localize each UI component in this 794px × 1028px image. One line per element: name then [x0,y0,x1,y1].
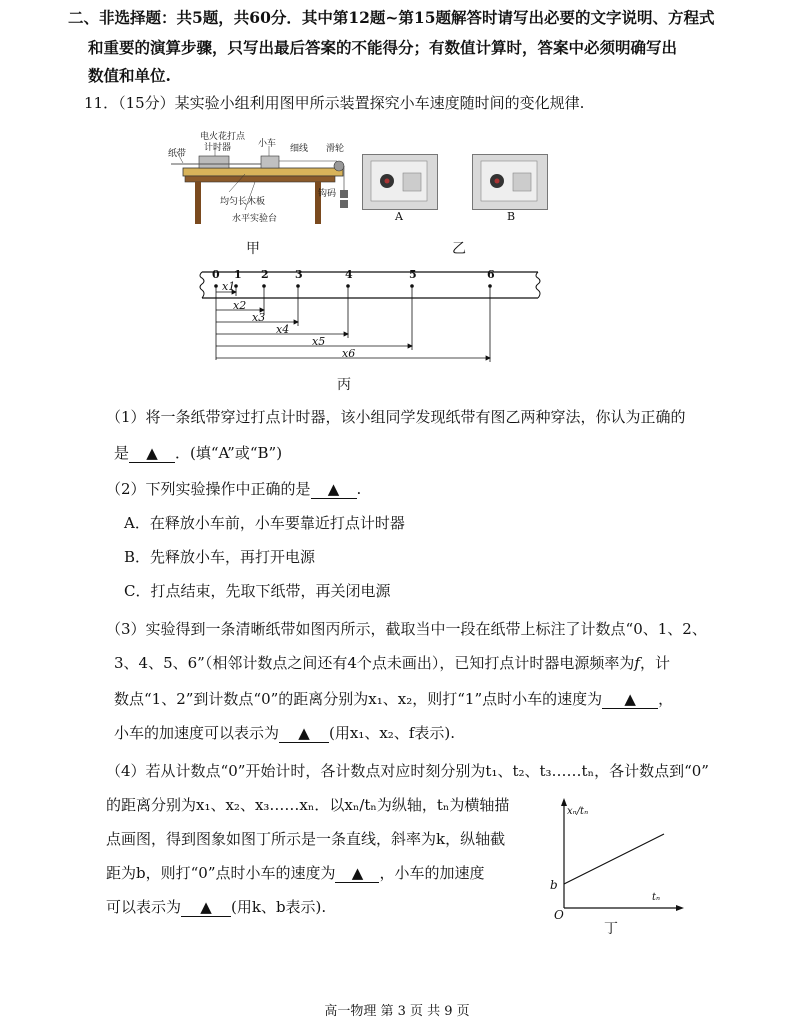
page-footer: 高一物理 第 3 页 共 9 页 [324,1004,470,1019]
label-board: 均匀长木板 [220,197,266,207]
point-label-4: 4 [345,268,353,281]
part-4-line-e: 可以表示为 ▲ (用k、b表示). [106,898,327,916]
photo-b-label: B [507,210,516,223]
graph-y-arrow [561,798,567,806]
label-timer-2: 计时器 [204,143,232,153]
caption-jia: 甲 [246,241,260,257]
part-3-line-d: 小车的加速度可以表示为 ▲ (用x₁、x₂、f表示). [114,724,455,742]
label-table: 水平实验台 [232,214,278,224]
caption-yi: 乙 [452,241,466,257]
graph-line [564,834,664,884]
point-label-2: 2 [261,268,269,281]
section-line-1: 二、非选择题：共5题，共60分．其中第12题~第15题解答时请写出必要的文字说明、方程式 [68,8,715,27]
point-label-5: 5 [409,268,417,281]
answer-blank-3a[interactable]: ▲ [602,690,658,709]
caption-bing: 丙 [337,377,351,393]
distance-label-x6: x6 [342,347,356,360]
part-3-line-a: （3）实验得到一条清晰纸带如图丙所示，截取当中一段在纸带上标注了计数点“0、1、2、 [106,620,707,638]
part-1-line-b: 是 ▲ ．(填“A”或“B”) [114,444,283,462]
point-label-3: 3 [295,268,303,281]
answer-blank-3b[interactable]: ▲ [279,724,329,743]
part-4-line-c: 点画图，得到图象如图丁所示是一条直线，斜率为k，纵轴截 [106,830,506,848]
answer-blank-4a[interactable]: ▲ [335,864,379,883]
part-3-line-b: 3、4、5、6”（相邻计数点之间还有4个点未画出），已知打点计时器电源频率为f，计 [114,654,670,672]
graph-b-label: b [550,878,558,892]
distance-label-x3: x3 [252,311,266,324]
point-label-6: 6 [487,268,495,281]
label-weight: 钩码 [318,189,337,199]
distance-label-x1: x1 [222,280,236,293]
part-1-line-a: （1）将一条纸带穿过打点计时器，该小组同学发现纸带有图乙两种穿法，你认为正确的 [106,408,686,426]
point-label-0: 0 [212,268,220,281]
label-pulley: 滑轮 [326,144,345,154]
caption-ding: 丁 [604,921,618,937]
label-car: 小车 [258,139,277,149]
label-timer-1: 电火花打点 [200,132,246,142]
question-stem: 11．（15分）某实验小组利用图甲所示装置探究小车速度随时间的变化规律. [84,94,585,112]
part-2-stem: （2）下列实验操作中正确的是 ▲ . [106,480,362,498]
distance-label-x4: x4 [276,323,290,336]
section-line-2: 和重要的演算步骤，只写出最后答案的不能得分；有数值计算时，答案中必须明确写出 [88,38,678,57]
option-a: A．在释放小车前，小车要靠近打点计时器 [124,514,405,532]
part-4-line-d: 距为b，则打“0”点时小车的速度为 ▲ ，小车的加速度 [106,864,485,882]
graph-origin-label: O [554,908,564,922]
point-label-1: 1 [234,268,242,281]
label-tape: 纸带 [168,149,187,159]
graph-y-label: xₙ/tₙ [567,806,589,817]
option-b: B．先释放小车，再打开电源 [124,548,316,566]
answer-blank-4b[interactable]: ▲ [181,898,231,917]
graph-x-label: tₙ [652,892,661,903]
option-c: C．打点结束，先取下纸带，再关闭电源 [124,582,391,600]
label-string: 细线 [290,144,309,154]
distance-label-x5: x5 [312,335,326,348]
answer-blank-2[interactable]: ▲ [311,480,357,499]
part-4-line-b: 的距离分别为x₁、x₂、x₃……xₙ．以xₙ/tₙ为纵轴，tₙ为横轴描 [106,796,510,814]
graph-x-arrow [676,905,684,911]
part-3-line-c: 数点“1、2”到计数点“0”的距离分别为x₁、x₂，则打“1”点时小车的速度为 ▲ ， [114,690,674,708]
distance-label-x2: x2 [233,299,247,312]
section-line-3: 数值和单位. [88,66,171,85]
photo-a-label: A [395,210,403,223]
answer-blank-1[interactable]: ▲ [129,444,175,463]
photo-b [472,154,548,210]
photo-a [362,154,438,210]
part-4-line-a: （4）若从计数点“0”开始计时，各计数点对应时刻分别为t₁、t₂、t₃……tₙ，各计数点到“0” [106,762,709,780]
